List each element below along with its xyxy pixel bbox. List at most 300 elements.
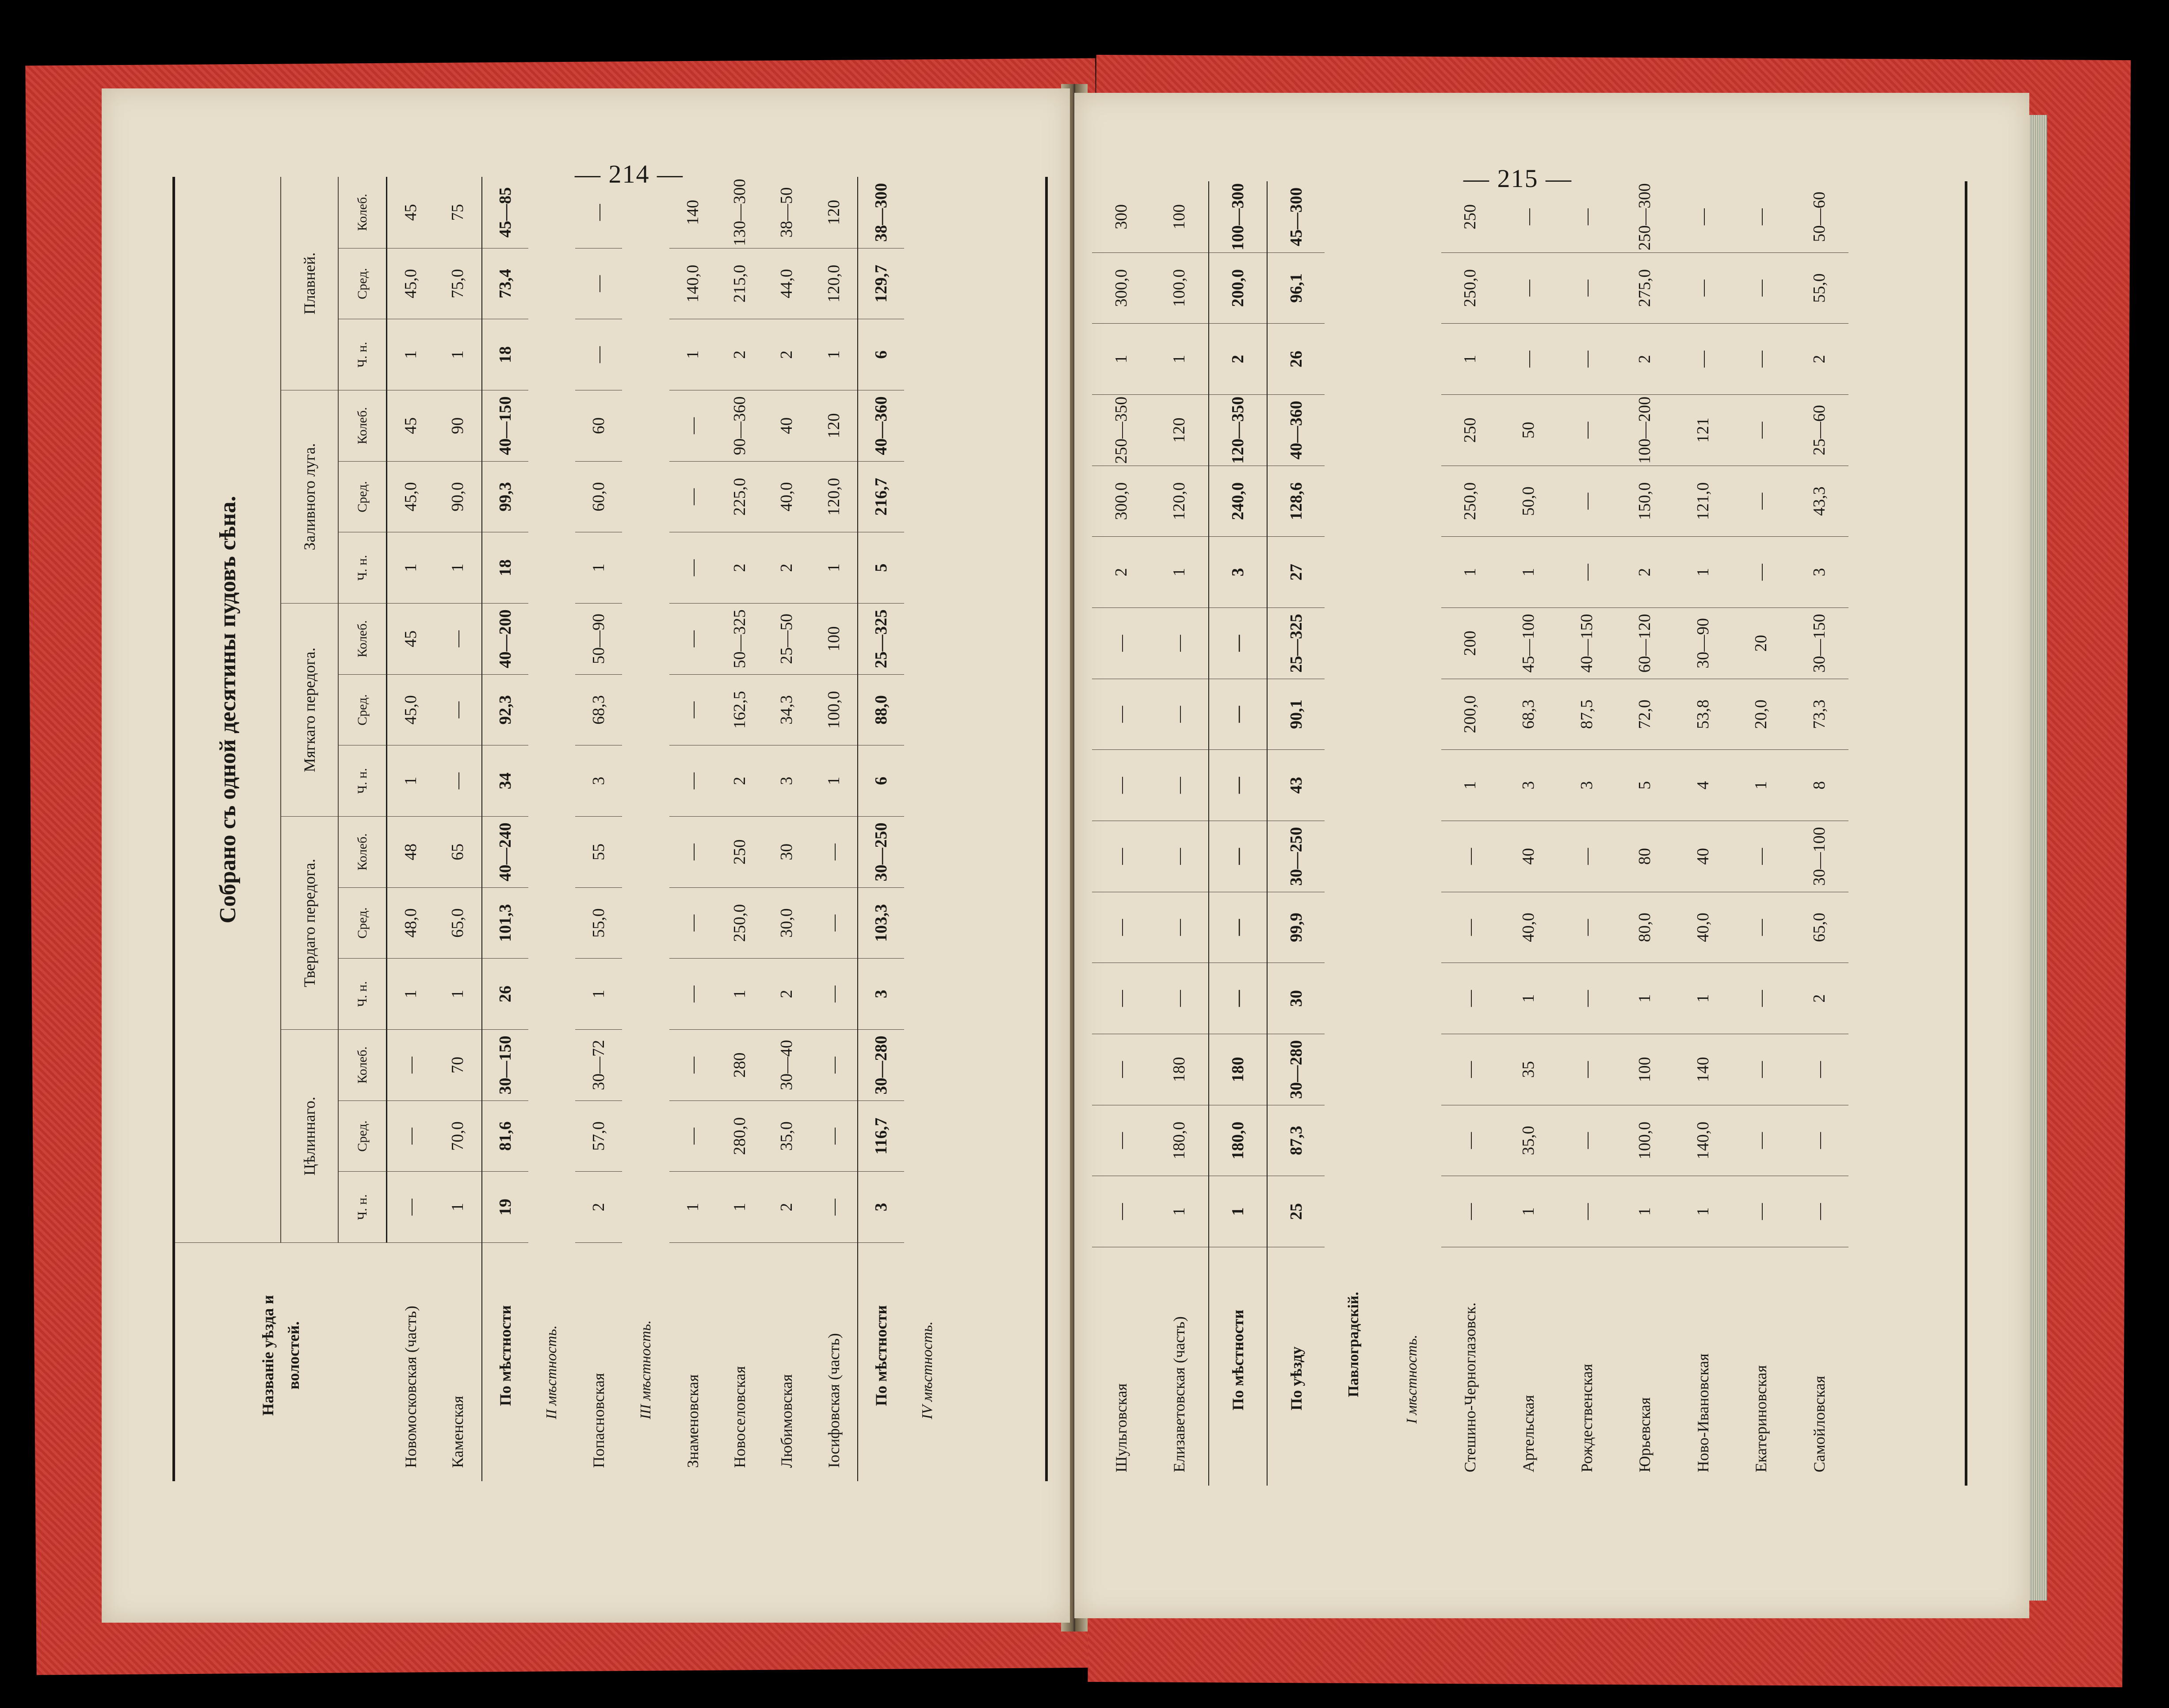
table-cell: — (1674, 323, 1732, 394)
table-cell: 40 (1499, 821, 1558, 892)
table-cell: — (1092, 821, 1150, 892)
table-cell: 50 (1499, 394, 1558, 466)
table-cell: — (1499, 323, 1558, 394)
row-name: Рождественская (1558, 1247, 1616, 1486)
table-cell: 162,5 (716, 674, 763, 745)
table-cell: — (1150, 821, 1209, 892)
table-cell: — (1150, 963, 1209, 1034)
table-cell: 68,3 (1499, 679, 1558, 750)
section-subheading: IV мѣстность. (919, 1321, 936, 1419)
table-cell: 1 (1674, 536, 1732, 608)
table-cell: 1 (1499, 536, 1558, 608)
table-cell: 1 (387, 319, 434, 390)
table-cell: 30—90 (1674, 608, 1732, 679)
table-cell: 43 (1267, 749, 1325, 821)
table-cell: — (1732, 963, 1791, 1034)
table-cell: — (1441, 892, 1500, 963)
column-subheader: Колеб. (339, 390, 387, 461)
table-cell: 90,0 (434, 461, 481, 532)
table-cell: 26 (481, 958, 528, 1029)
table-cell: 1 (669, 319, 716, 390)
table-cell: 81,6 (481, 1100, 528, 1172)
table-cell: 1 (387, 958, 434, 1029)
table-cell: 30—280 (857, 1029, 904, 1100)
table-cell: 2 (716, 745, 763, 816)
row-name: Юрьевская (1615, 1247, 1674, 1486)
row-name: Любимовская (763, 1242, 810, 1481)
table-cell: 1 (1441, 536, 1500, 608)
table-cell: 128,6 (1267, 466, 1325, 537)
table-cell: 1 (1441, 749, 1500, 821)
table-cell: 1 (1732, 749, 1791, 821)
page-number-left: — 214 — (575, 160, 684, 188)
table-cell: 19 (481, 1171, 528, 1242)
table-cell: — (1558, 1176, 1616, 1247)
column-header-name-line2: волостей. (285, 1321, 302, 1390)
table-cell: — (669, 532, 716, 603)
table-cell: 250,0 (716, 887, 763, 959)
total-row-label: По мѣстности (857, 1242, 904, 1481)
table-cell: 120,0 (1150, 466, 1209, 537)
table-cell: — (1558, 963, 1616, 1034)
table-cell: 92,3 (481, 674, 528, 745)
table-cell: — (1732, 1176, 1791, 1247)
table-cell: 2 (716, 319, 763, 390)
table-cell: 200,0 (1208, 252, 1267, 324)
table-cell: — (434, 745, 481, 816)
table-cell: — (1441, 1034, 1500, 1105)
table-cell: 40—240 (481, 816, 528, 887)
table-cell: 121 (1674, 394, 1732, 466)
row-name: Попасновская (575, 1242, 622, 1481)
table-cell: — (669, 674, 716, 745)
table-cell: 35,0 (1499, 1105, 1558, 1176)
table-cell: 3 (1790, 536, 1848, 608)
table-cell: — (575, 319, 622, 390)
table-cell: 6 (857, 745, 904, 816)
table-cell: 88,0 (857, 674, 904, 745)
column-group-header: Цѣлиннаго. (281, 1029, 339, 1242)
table-cell: — (1790, 1105, 1848, 1176)
table-cell: 68,3 (575, 674, 622, 745)
table-cell: 3 (857, 1171, 904, 1242)
table-cell: 65,0 (1790, 892, 1848, 963)
table-cell: 57,0 (575, 1100, 622, 1172)
table-cell: 250 (1461, 204, 1480, 229)
table-cell: 1 (1615, 963, 1674, 1034)
table-cell: 215,0 (716, 248, 763, 319)
table-cell: 55,0 (575, 887, 622, 959)
table-cell: — (810, 1100, 857, 1172)
table-cell: — (1519, 208, 1538, 225)
row-name: Новомосковская (часть) (387, 1242, 434, 1481)
table-cell: 216,7 (857, 461, 904, 532)
table-cell: 45 (387, 390, 434, 461)
table-cell: — (1558, 466, 1616, 537)
table-cell: 2 (716, 532, 763, 603)
table-cell: — (810, 958, 857, 1029)
page-edges (2029, 115, 2047, 1601)
table-cell: 48,0 (387, 887, 434, 959)
row-name: Екатериновская (1732, 1247, 1791, 1486)
table-cell: 1 (716, 958, 763, 1029)
table-cell: 2 (1615, 323, 1674, 394)
row-name: Самойловская (1790, 1247, 1848, 1486)
table-cell: 3 (575, 745, 622, 816)
column-header-name (175, 1242, 387, 1481)
table-cell: 60—120 (1615, 608, 1674, 679)
table-cell: 44,0 (763, 248, 810, 319)
column-header-name-line1: Названіе уѣзда и (259, 1295, 277, 1416)
table-cell: 45 (401, 204, 420, 221)
row-name: Ново-Ивановская (1674, 1247, 1732, 1486)
table-cell: 27 (1267, 536, 1325, 608)
table-cell: 103,3 (857, 887, 904, 959)
table-cell: 90—360 (716, 390, 763, 461)
table-cell: 100,0 (810, 674, 857, 745)
table-cell: — (669, 603, 716, 674)
table-cell: 1 (1499, 1176, 1558, 1247)
table-cell: — (387, 1171, 434, 1242)
table-cell: 1 (1499, 963, 1558, 1034)
table-cell: 40—360 (1267, 394, 1325, 466)
column-subheader: Ч. н. (339, 958, 387, 1029)
table-cell: 70 (434, 1029, 481, 1100)
table-cell: 250 (1441, 394, 1500, 466)
table-cell: 20 (1732, 608, 1791, 679)
table-cell: 3 (1208, 536, 1267, 608)
table-cell: 1 (1674, 963, 1732, 1034)
table-cell: 99,3 (481, 461, 528, 532)
table-cell: 30—250 (1267, 821, 1325, 892)
table-cell: 55 (575, 816, 622, 887)
table-cell: 30 (1267, 963, 1325, 1034)
column-subheader: Колеб. (339, 177, 387, 248)
table-cell: 75,0 (434, 248, 481, 319)
table-cell: — (387, 1100, 434, 1172)
table-cell: 140 (683, 199, 702, 225)
table-cell: 250—300 (1635, 183, 1654, 251)
table-cell: 35,0 (763, 1100, 810, 1172)
table-cell: 45,0 (387, 674, 434, 745)
table-cell: — (669, 1029, 716, 1100)
table-cell: 140,0 (1674, 1105, 1732, 1176)
table-cell: 25—325 (857, 603, 904, 674)
column-subheader: Колеб. (339, 1029, 387, 1100)
table-cell: 3 (857, 958, 904, 1029)
table-cell: 120,0 (810, 461, 857, 532)
table-cell: 2 (1790, 323, 1848, 394)
hay-yield-table-right (1092, 181, 1967, 1486)
table-cell: — (1732, 252, 1791, 324)
table-cell: 40,0 (763, 461, 810, 532)
section-subheading: I мѣстность. (1403, 1334, 1420, 1424)
page-number-right: — 215 — (1463, 164, 1572, 193)
column-group-header: Заливного луга. (281, 390, 339, 603)
row-name: Елизаветовская (часть) (1150, 1247, 1209, 1486)
table-cell: — (669, 745, 716, 816)
table-cell: — (1208, 821, 1267, 892)
table-cell: — (1092, 749, 1150, 821)
table-cell: 120 (824, 199, 843, 225)
table-cell: 2 (763, 958, 810, 1029)
table-cell: 200 (1441, 608, 1500, 679)
table-cell: 53,8 (1674, 679, 1732, 750)
table-cell: 129,7 (857, 248, 904, 319)
table-cell: — (1732, 536, 1791, 608)
table-cell: 1 (1150, 323, 1209, 394)
table-cell: 80 (1615, 821, 1674, 892)
table-cell: 1 (575, 532, 622, 603)
table-cell: 1 (810, 745, 857, 816)
row-name: Артельская (1499, 1247, 1558, 1486)
table-cell: 250,0 (1441, 466, 1500, 537)
table-cell: 99,9 (1267, 892, 1325, 963)
table-cell: 50—60 (1810, 191, 1829, 242)
table-cell: — (1150, 679, 1209, 750)
row-name: Знаменовская (669, 1242, 716, 1481)
table-cell: 73,4 (481, 248, 528, 319)
table-cell: — (1092, 1176, 1150, 1247)
table-cell: 4 (1674, 749, 1732, 821)
table-cell: — (1150, 749, 1209, 821)
table-cell: — (1092, 1105, 1150, 1176)
table-cell: 120 (1150, 394, 1209, 466)
table-cell: 40—200 (481, 603, 528, 674)
table-cell: 300,0 (1092, 252, 1150, 324)
table-cell: 2 (1615, 536, 1674, 608)
table-cell: — (1092, 608, 1150, 679)
table-cell: 50—325 (716, 603, 763, 674)
table-cell: 25—50 (763, 603, 810, 674)
table-cell: — (1752, 208, 1771, 225)
section-subheading: II мѣстность. (543, 1325, 560, 1419)
table-cell: — (1790, 1034, 1848, 1105)
table-cell: — (1577, 208, 1596, 225)
table-cell: — (575, 248, 622, 319)
table-cell: — (434, 603, 481, 674)
table-cell: 40—360 (857, 390, 904, 461)
table-cell: — (1732, 394, 1791, 466)
table-cell: — (1732, 1105, 1791, 1176)
table-cell: 1 (434, 319, 481, 390)
table-cell: 34 (481, 745, 528, 816)
table-cell: 45—300 (1267, 181, 1325, 252)
table-cell: 50—90 (575, 603, 622, 674)
table-cell: 100,0 (1615, 1105, 1674, 1176)
table-cell: 300 (1111, 204, 1130, 229)
table-cell: — (810, 1171, 857, 1242)
table-cell: 120 (810, 390, 857, 461)
table-cell: 280 (716, 1029, 763, 1100)
table-cell: 180,0 (1150, 1105, 1209, 1176)
table-cell: 180,0 (1208, 1105, 1267, 1176)
table-cell: 25—60 (1790, 394, 1848, 466)
table-cell: 60 (575, 390, 622, 461)
table-cell: 70,0 (434, 1100, 481, 1172)
column-subheader: Ч. н. (339, 745, 387, 816)
table-cell: — (1558, 1105, 1616, 1176)
table-cell: 45,0 (387, 248, 434, 319)
table-cell: 240,0 (1208, 466, 1267, 537)
rotated-table-right (1092, 181, 1967, 1486)
table-cell: 120,0 (810, 248, 857, 319)
hay-yield-table-left (172, 177, 1048, 1481)
table-cell: 250—350 (1092, 394, 1150, 466)
table-cell: — (810, 887, 857, 959)
table-cell: 1 (1092, 323, 1150, 394)
table-cell: 75 (448, 204, 467, 221)
table-cell: 30—150 (1790, 608, 1848, 679)
table-cell: 1 (575, 958, 622, 1029)
table-cell: 180 (1150, 1034, 1209, 1105)
table-cell: 40,0 (1499, 892, 1558, 963)
table-cell: — (1558, 252, 1616, 324)
table-cell: 1 (669, 1171, 716, 1242)
table-cell: 45—85 (481, 177, 528, 248)
table-cell: 1 (1615, 1176, 1674, 1247)
table-cell: 1 (1150, 536, 1209, 608)
column-subheader: Сред. (339, 461, 387, 532)
table-cell: — (1208, 963, 1267, 1034)
table-cell: — (669, 887, 716, 959)
table-cell: 100 (1615, 1034, 1674, 1105)
column-subheader: Сред. (339, 1100, 387, 1172)
page-right (1074, 93, 2029, 1618)
table-cell: — (1558, 821, 1616, 892)
table-cell: 20,0 (1732, 679, 1791, 750)
table-cell: 2 (763, 1171, 810, 1242)
table-cell: 18 (481, 532, 528, 603)
table-cell: 100 (810, 603, 857, 674)
table-cell: 140 (1674, 1034, 1732, 1105)
table-cell: — (434, 674, 481, 745)
table-cell: — (1092, 963, 1150, 1034)
row-name: Стешино-Черноглазовск. (1441, 1247, 1500, 1486)
table-cell: — (1732, 892, 1791, 963)
table-cell: — (669, 958, 716, 1029)
table-cell: — (1441, 1176, 1500, 1247)
table-cell: 5 (1615, 749, 1674, 821)
table-cell: — (1208, 608, 1267, 679)
table-cell: — (1441, 821, 1500, 892)
table-cell: 1 (1441, 323, 1500, 394)
table-cell: 2 (1790, 963, 1848, 1034)
table-cell: 45—100 (1499, 608, 1558, 679)
table-cell: 55,0 (1790, 252, 1848, 324)
table-cell: — (1441, 1105, 1500, 1176)
table-cell: 1 (387, 745, 434, 816)
table-cell: — (1092, 679, 1150, 750)
table-cell: — (1674, 252, 1732, 324)
table-main-title: Собрано съ одной десятины пудовъ сѣна. (175, 177, 281, 1242)
table-cell: 40 (763, 390, 810, 461)
table-cell: 65,0 (434, 887, 481, 959)
table-cell: — (669, 816, 716, 887)
table-cell: 30—100 (1790, 821, 1848, 892)
table-cell: 300,0 (1092, 466, 1150, 537)
table-cell: — (1150, 608, 1209, 679)
table-cell: 25 (1267, 1176, 1325, 1247)
table-cell: 1 (810, 532, 857, 603)
table-cell: 87,5 (1558, 679, 1616, 750)
table-cell: 100 (1170, 204, 1189, 229)
table-cell: 1 (434, 958, 481, 1029)
table-cell: — (1208, 892, 1267, 963)
table-cell: — (1732, 323, 1791, 394)
table-cell: 1 (1674, 1176, 1732, 1247)
table-cell: 1 (434, 532, 481, 603)
column-subheader: Ч. н. (339, 532, 387, 603)
column-subheader: Ч. н. (339, 319, 387, 390)
table-cell: — (1558, 892, 1616, 963)
total-row-label: По уѣзду (1267, 1247, 1325, 1486)
table-cell: 30—40 (763, 1029, 810, 1100)
row-name: Каменская (434, 1242, 481, 1481)
column-subheader: Колеб. (339, 816, 387, 887)
table-cell: 250,0 (1441, 252, 1500, 324)
table-cell: 2 (575, 1171, 622, 1242)
column-subheader: Сред. (339, 887, 387, 959)
table-cell: 121,0 (1674, 466, 1732, 537)
column-subheader: Колеб. (339, 603, 387, 674)
total-row-label: По мѣстности (481, 1242, 528, 1481)
table-cell: — (1732, 821, 1791, 892)
table-cell: 18 (481, 319, 528, 390)
table-cell: — (1092, 1034, 1150, 1105)
table-cell: 150,0 (1615, 466, 1674, 537)
table-cell: 250 (716, 816, 763, 887)
table-cell: 100,0 (1150, 252, 1209, 324)
table-cell: — (589, 204, 608, 221)
table-cell: 40—150 (1558, 608, 1616, 679)
table-cell: 1 (1208, 1176, 1267, 1247)
table-cell: 73,3 (1790, 679, 1848, 750)
section-subheading: III мѣстность. (637, 1320, 654, 1419)
table-cell: — (810, 816, 857, 887)
table-cell: 43,3 (1790, 466, 1848, 537)
table-cell: 90,1 (1267, 679, 1325, 750)
table-cell: 60,0 (575, 461, 622, 532)
table-cell: 5 (857, 532, 904, 603)
table-cell: 65 (434, 816, 481, 887)
table-cell: 100—300 (1208, 181, 1267, 252)
table-cell: 38—50 (777, 187, 796, 238)
table-cell: 275,0 (1615, 252, 1674, 324)
table-cell: 30—250 (857, 816, 904, 887)
table-cell: — (1208, 679, 1267, 750)
table-cell: 1 (434, 1171, 481, 1242)
table-cell: 45 (387, 603, 434, 674)
table-cell: — (1732, 1034, 1791, 1105)
row-name: Шульговская (1092, 1247, 1150, 1486)
table-cell: 96,1 (1267, 252, 1325, 324)
section-subheading: Павлоградскій. (1345, 1292, 1362, 1397)
column-group-header: Плавней. (281, 177, 339, 390)
table-cell: — (1693, 208, 1712, 225)
table-cell: 2 (763, 319, 810, 390)
table-cell: 2 (763, 532, 810, 603)
table-cell: 6 (857, 319, 904, 390)
column-subheader: Сред. (339, 674, 387, 745)
table-cell: — (1558, 536, 1616, 608)
table-cell: 38—300 (857, 177, 904, 248)
table-cell: 100—200 (1615, 394, 1674, 466)
table-cell: 30—280 (1267, 1034, 1325, 1105)
table-cell: 25—325 (1267, 608, 1325, 679)
table-cell: 120—350 (1208, 394, 1267, 466)
table-cell: 45,0 (387, 461, 434, 532)
